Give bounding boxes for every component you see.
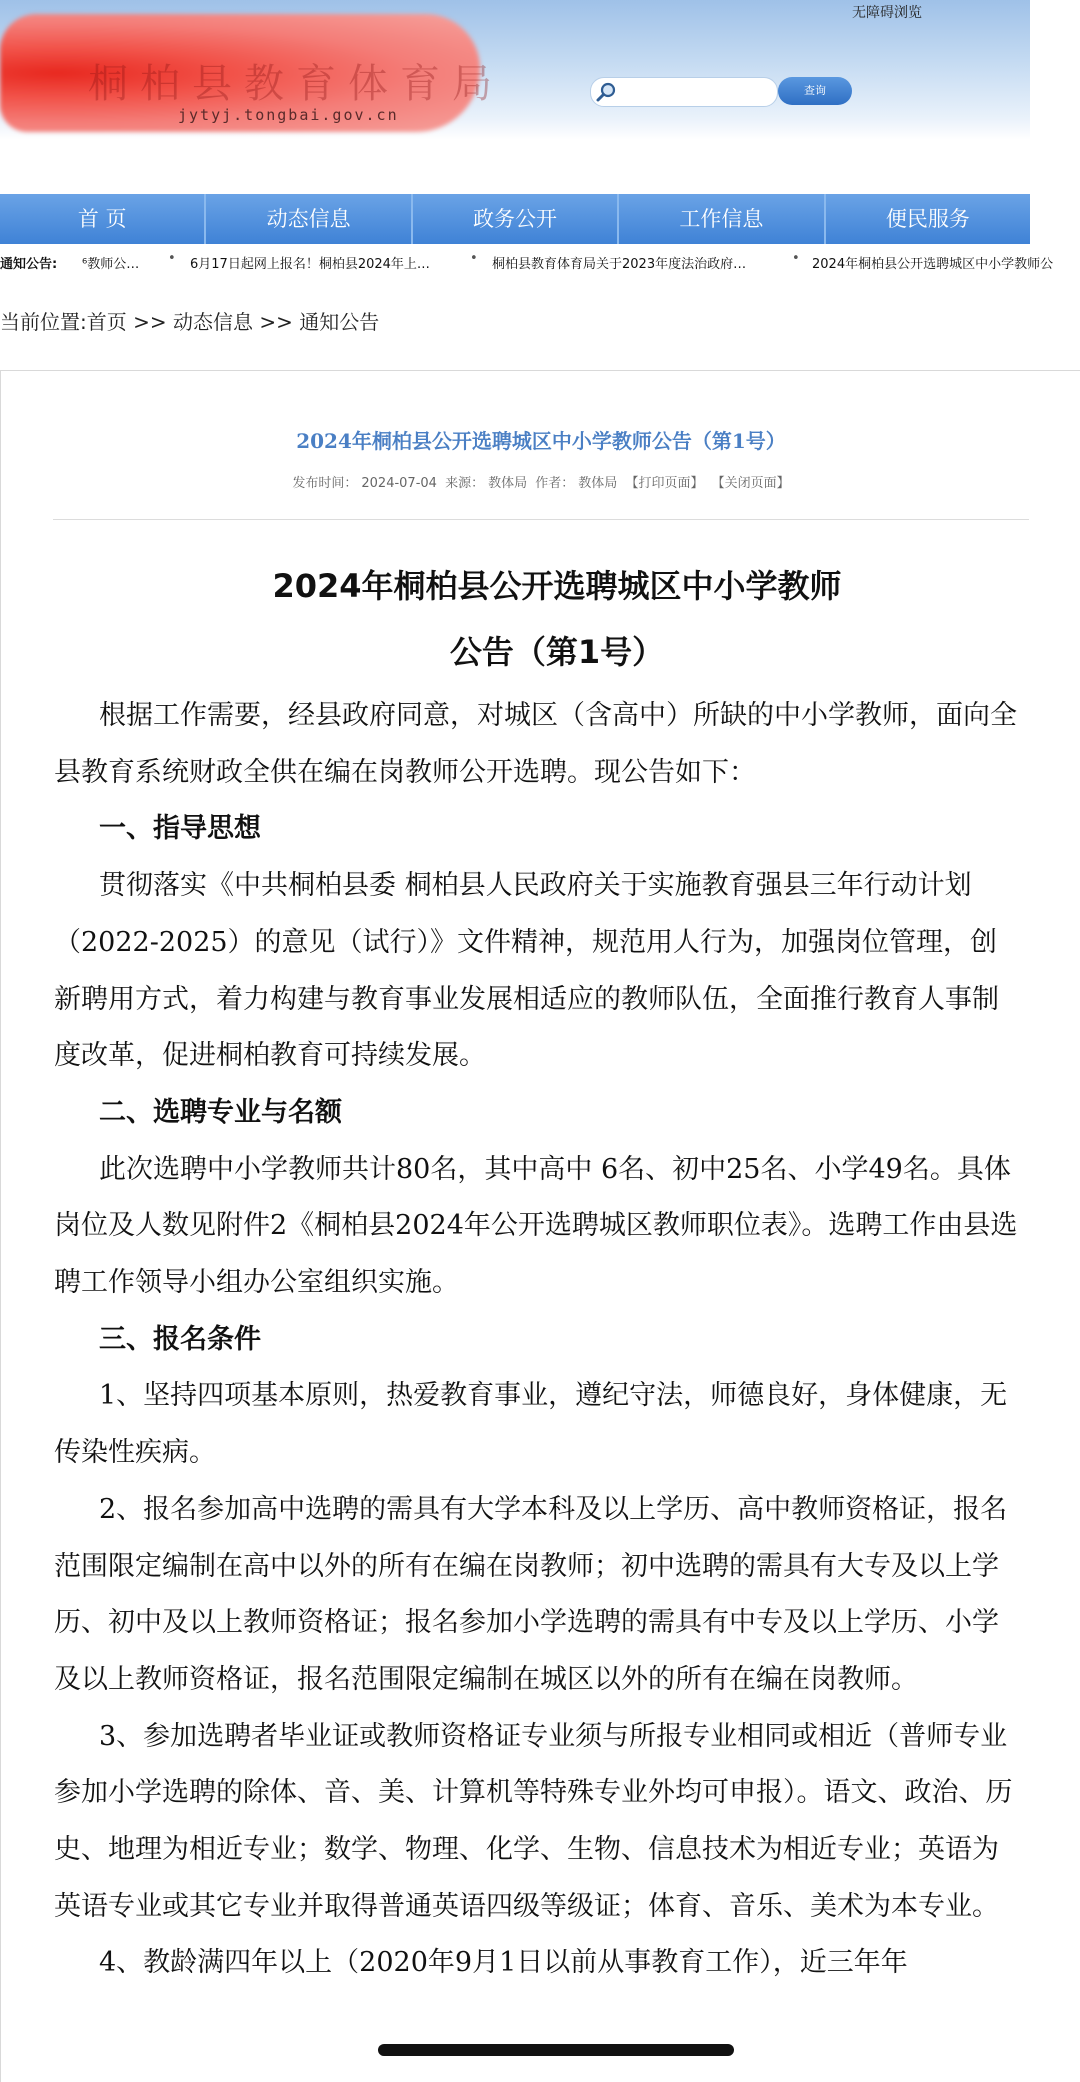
- source-label: 来源：: [445, 476, 485, 491]
- section-heading: 二、选聘专业与名额: [99, 1096, 342, 1128]
- paragraph: 根据工作需要，经县政府同意，对城区（含高中）所缺的中小学教师，面向全县教育系统财政全供在编在岗教师公开选聘。现公告如下：: [54, 700, 1017, 788]
- nav-item-news[interactable]: 动态信息: [206, 194, 412, 244]
- site-title: 桐柏县教育体育局: [88, 61, 504, 107]
- ticker-item[interactable]: 6月17日起网上报名！桐柏县2024年上…: [190, 257, 430, 272]
- ticker-item[interactable]: 2024年桐柏县公开选聘城区中小学教师公: [812, 257, 1054, 272]
- nav-item-work-info[interactable]: 工作信息: [619, 194, 825, 244]
- home-indicator[interactable]: [378, 2044, 734, 2056]
- ticker-item[interactable]: ⁶教师公…: [82, 257, 140, 272]
- search-icon: [595, 81, 617, 103]
- author-value: 教体局: [578, 476, 618, 491]
- divider: [53, 519, 1029, 520]
- paragraph: 3、参加选聘者毕业证或教师资格证专业须与所报专业相同或相近（普师专业参加小学选聘的除体、音、美、计算机等特殊专业外均可申报）。语文、政治、历史、地理为相近专业；数学、物理、化学、生物、信息技术为相近专业；英语为英语专业或其它专业并取得普通英语四级等级证；体育、音乐、美术为本专业。: [54, 1720, 1013, 1922]
- search-box: [590, 77, 778, 107]
- breadcrumb: 当前位置:首页 >> 动态信息 >> 通知公告: [0, 310, 380, 334]
- publish-label: 发布时间：: [292, 476, 358, 491]
- ticker-item[interactable]: 桐柏县教育体育局关于2023年度法治政府…: [492, 257, 747, 272]
- author-label: 作者：: [535, 476, 575, 491]
- body-title-line2: 公告（第1号）: [449, 633, 665, 671]
- notice-ticker: [0, 248, 1080, 276]
- paragraph: 2、报名参加高中选聘的需具有大学本科及以上学历、高中教师资格证，报名范围限定编制在高中以外的所有在编在岗教师；初中选聘的需具有大专及以上学历、初中及以上教师资格证；报名参加小学选聘的需具有中专及以上学历、小学及以上教师资格证，报名范围限定编制在城区以外的所有在编在岗教师。: [54, 1493, 1008, 1695]
- nav-item-gov-affairs[interactable]: 政务公开: [413, 194, 619, 244]
- body-title-line1: 2024年桐柏县公开选聘城区中小学教师: [272, 567, 842, 605]
- main-nav: [0, 194, 1030, 244]
- bullet-icon: •: [168, 251, 176, 266]
- publish-date: 2024-07-04: [361, 476, 437, 491]
- paragraph: 1、坚持四项基本原则，热爱教育事业，遵纪守法，师德良好，身体健康，无传染性疾病。: [54, 1380, 1008, 1469]
- paragraph: 4、教龄满四年以上（2020年9月1日以前从事教育工作），近三年年: [99, 1947, 908, 1979]
- search-button[interactable]: 查询: [778, 77, 852, 105]
- accessibility-link[interactable]: 无障碍浏览: [852, 5, 922, 21]
- bullet-icon: •: [792, 251, 800, 266]
- nav-item-services[interactable]: 便民服务: [885, 207, 970, 231]
- paragraph: 此次选聘中小学教师共计80名，其中高中 6名、初中25名、小学49名。具体岗位及人数见附件2《桐柏县2024年公开选聘城区教师职位表》。选聘工作由县选聘工作领导小组办公室组织实施。: [54, 1153, 1018, 1299]
- bullet-icon: •: [470, 251, 478, 266]
- ticker-label: 通知公告:: [0, 257, 58, 272]
- nav-item-home[interactable]: 首 页: [0, 194, 206, 244]
- article-content: [54, 688, 1020, 1992]
- section-heading: 一、指导思想: [99, 813, 261, 845]
- site-header: [0, 0, 1030, 140]
- section-heading: 三、报名条件: [99, 1323, 261, 1355]
- print-page-link[interactable]: 【打印页面】: [625, 476, 704, 491]
- source-value: 教体局: [488, 476, 528, 491]
- article-meta: [1, 472, 1080, 491]
- search-input[interactable]: [621, 81, 771, 103]
- article-head-title: 2024年桐柏县公开选聘城区中小学教师公告（第1号）: [296, 429, 786, 453]
- site-domain: jytyj.tongbai.gov.cn: [178, 106, 399, 124]
- paragraph: 贯彻落实《中共桐柏县委 桐柏县人民政府关于实施教育强县三年行动计划（2022-2025）的意见（试行）》文件精神，规范用人行为，加强岗位管理，创新聘用方式，着力构建与教育事业发展相适应的教师队伍，全面推行教育人事制度改革，促进桐柏教育可持续发展。: [54, 870, 999, 1072]
- close-page-link[interactable]: 【关闭页面】: [711, 476, 790, 491]
